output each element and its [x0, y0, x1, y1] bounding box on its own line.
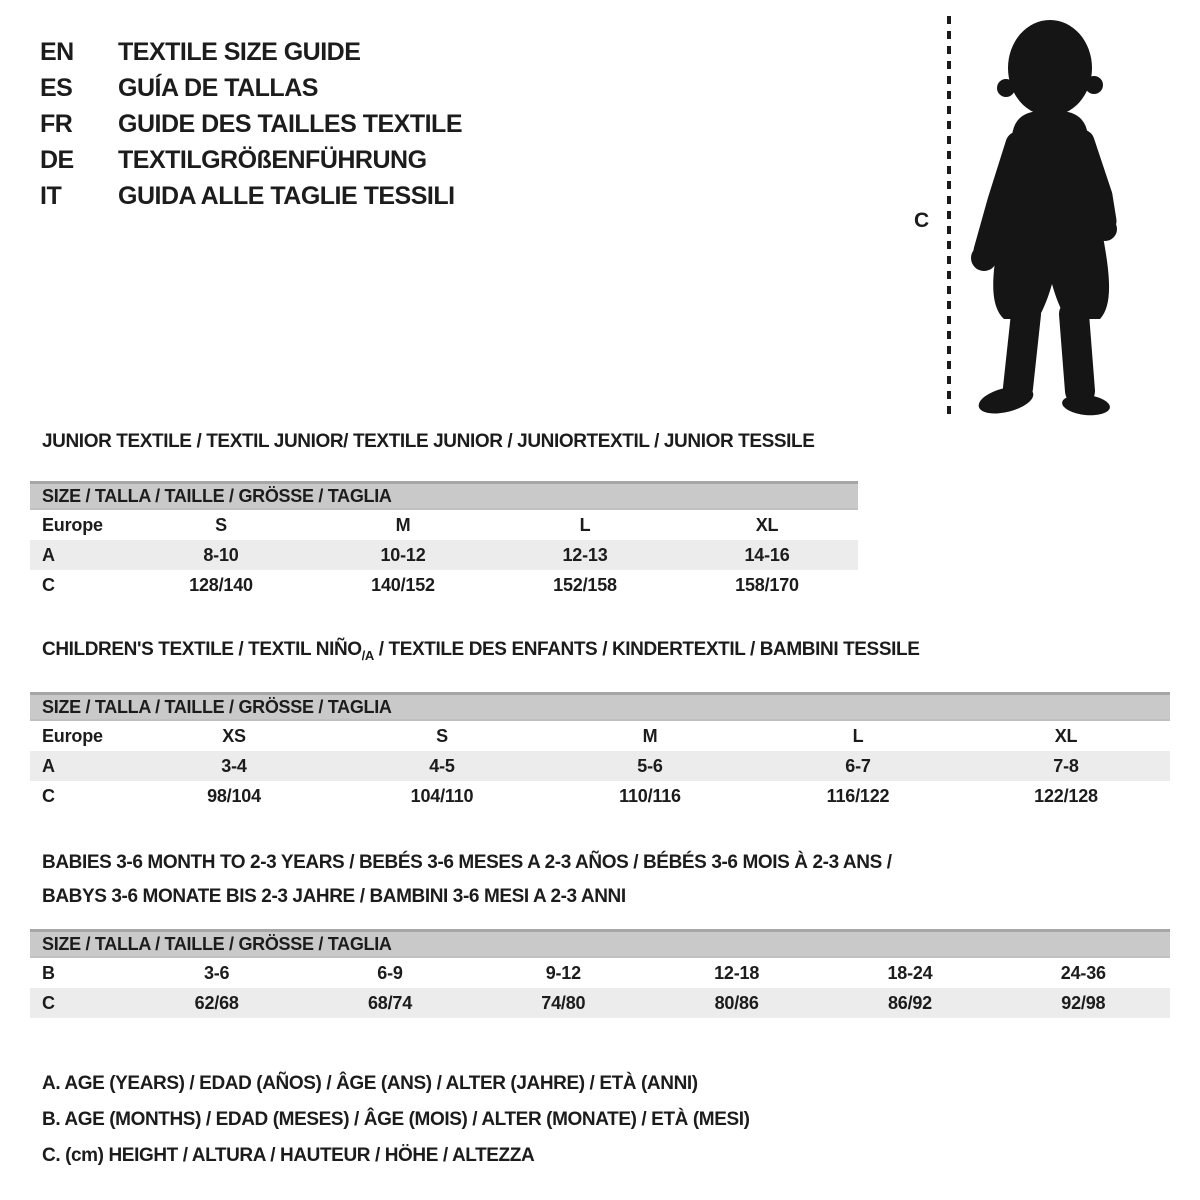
- language-row-en: [40, 34, 462, 70]
- size-header-bar: SIZE / TALLA / TAILLE / GRÖSSE / TAGLIA: [30, 692, 1170, 721]
- size-header-bar: SIZE / TALLA / TAILLE / GRÖSSE / TAGLIA: [30, 929, 1170, 958]
- table-cell: 14-16: [744, 544, 790, 565]
- table-cell: 98/104: [207, 785, 261, 806]
- table-cell: 80/86: [714, 992, 759, 1013]
- height-measure-figure: [900, 12, 1155, 422]
- header-cell-region: Europe: [42, 725, 103, 746]
- row-label: C: [42, 785, 55, 806]
- table-cell: 110/116: [619, 785, 681, 806]
- table-cell: 62/68: [194, 992, 239, 1013]
- table-row-c: [30, 570, 858, 600]
- section-babies-title-line1: BABIES 3-6 MONTH TO 2-3 YEARS / BEBÉS 3-6 MESES A 2-3 AÑOS / BÉBÉS 3-6 MOIS À 2-3 ANS /: [42, 852, 892, 873]
- table-cell: 74/80: [541, 992, 586, 1013]
- table-cell: 92/98: [1061, 992, 1106, 1013]
- table-cell: 24-36: [1060, 962, 1106, 983]
- table-cell: 8-10: [203, 544, 239, 565]
- row-label: A: [42, 544, 55, 565]
- table-header-row: [30, 510, 858, 540]
- language-label: GUÍA DE TALLAS: [118, 74, 318, 102]
- row-label: C: [42, 992, 55, 1013]
- section-babies-title: [42, 846, 1042, 914]
- table-cell: 6-7: [845, 755, 871, 776]
- language-row-de: [40, 142, 462, 178]
- table-cell: 4-5: [429, 755, 455, 776]
- header-cell-size: L: [579, 514, 591, 535]
- height-measure-label: C: [914, 209, 930, 232]
- language-code: EN: [40, 38, 74, 66]
- size-table-babies: [30, 929, 1170, 1018]
- row-label: B: [42, 962, 55, 983]
- language-label: GUIDE DES TAILLES TEXTILE: [118, 110, 463, 138]
- language-code: DE: [40, 146, 74, 174]
- table-cell: 128/140: [189, 574, 253, 595]
- language-label: TEXTILGRÖßENFÜHRUNG: [118, 146, 427, 174]
- header-cell-size: S: [436, 725, 448, 746]
- table-row-c: [30, 988, 1170, 1018]
- language-row-it: [40, 178, 462, 214]
- table-header-row: [30, 721, 1170, 751]
- row-label: C: [42, 574, 55, 595]
- language-row-es: [40, 70, 462, 106]
- table-cell: 12-13: [562, 544, 608, 565]
- table-cell: 7-8: [1053, 755, 1079, 776]
- table-row-a: [30, 540, 858, 570]
- size-table-junior: [30, 481, 858, 600]
- table-cell: 6-9: [377, 962, 403, 983]
- size-table-children: [30, 692, 1170, 811]
- header-cell-size: L: [852, 725, 864, 746]
- section-children-title-sub: /A: [361, 647, 374, 663]
- language-code: FR: [40, 110, 73, 138]
- row-label: A: [42, 755, 55, 776]
- legend-line-c: C. (cm) HEIGHT / ALTURA / HAUTEUR / HÖHE / ALTEZZA: [42, 1145, 535, 1166]
- table-cell: 140/152: [371, 574, 435, 595]
- table-cell: 18-24: [887, 962, 933, 983]
- table-cell: 3-4: [221, 755, 247, 776]
- header-cell-size: M: [395, 514, 411, 535]
- legend-line-b: B. AGE (MONTHS) / EDAD (MESES) / ÂGE (MOIS) / ALTER (MONATE) / ETÀ (MESI): [42, 1109, 750, 1130]
- baby-silhouette-icon: [962, 16, 1140, 416]
- table-cell: 158/170: [735, 574, 799, 595]
- legend-line-a: A. AGE (YEARS) / EDAD (AÑOS) / ÂGE (ANS) / ALTER (JAHRE) / ETÀ (ANNI): [42, 1073, 698, 1094]
- table-cell: 9-12: [545, 962, 581, 983]
- height-dashed-line-icon: [944, 14, 954, 420]
- table-cell: 122/128: [1034, 785, 1098, 806]
- header-cell-size: XS: [222, 725, 246, 746]
- section-children-title-pre: CHILDREN'S TEXTILE / TEXTIL NIÑO: [42, 639, 362, 660]
- section-junior-title: JUNIOR TEXTILE / TEXTIL JUNIOR/ TEXTILE JUNIOR / JUNIORTEXTIL / JUNIOR TESSILE: [42, 431, 815, 452]
- size-header-bar: SIZE / TALLA / TAILLE / GRÖSSE / TAGLIA: [30, 481, 858, 510]
- table-cell: 12-18: [714, 962, 760, 983]
- section-children-title-post: / TEXTILE DES ENFANTS / KINDERTEXTIL / BAMBINI TESSILE: [373, 639, 920, 660]
- table-row-a: [30, 751, 1170, 781]
- table-cell: 5-6: [637, 755, 663, 776]
- language-code: IT: [40, 182, 62, 210]
- table-cell: 10-12: [380, 544, 426, 565]
- language-label: TEXTILE SIZE GUIDE: [118, 38, 361, 66]
- header-cell-size: S: [215, 514, 227, 535]
- table-cell: 116/122: [826, 785, 890, 806]
- table-row-c: [30, 781, 1170, 811]
- legend: [42, 1066, 750, 1174]
- table-cell: 68/74: [367, 992, 413, 1013]
- section-children-title: [42, 640, 919, 666]
- language-list: [40, 34, 462, 214]
- table-cell: 104/110: [410, 785, 474, 806]
- header-cell-size: XL: [755, 514, 779, 535]
- language-row-fr: [40, 106, 462, 142]
- section-babies-title-line2: BABYS 3-6 MONATE BIS 2-3 JAHRE / BAMBINI 3-6 MESI A 2-3 ANNI: [42, 886, 626, 907]
- header-cell-region: Europe: [42, 514, 103, 535]
- header-cell-size: M: [642, 725, 658, 746]
- language-code: ES: [40, 74, 73, 102]
- table-row-b: [30, 958, 1170, 988]
- table-cell: 3-6: [203, 962, 230, 983]
- table-cell: 152/158: [553, 574, 617, 595]
- header-cell-size: XL: [1054, 725, 1078, 746]
- table-cell: 86/92: [887, 992, 932, 1013]
- language-label: GUIDA ALLE TAGLIE TESSILI: [118, 182, 455, 210]
